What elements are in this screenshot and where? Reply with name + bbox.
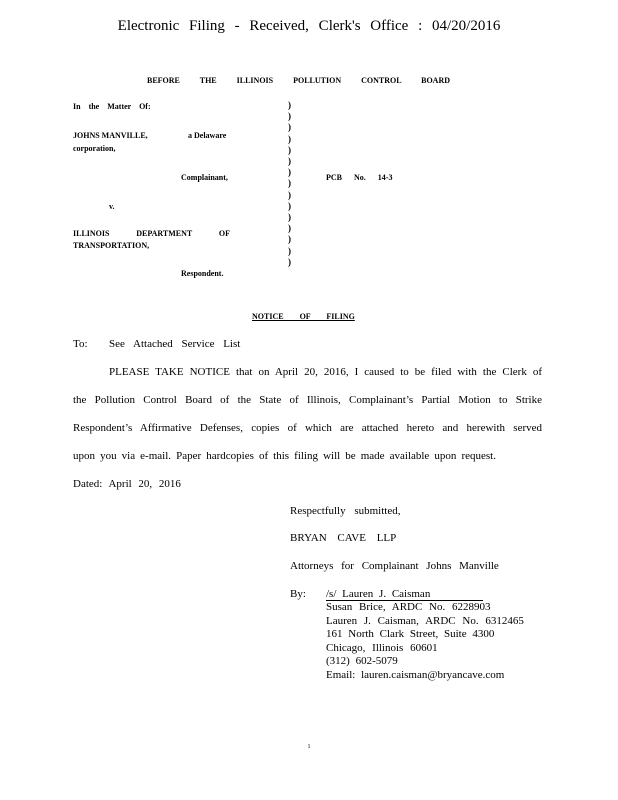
email-line: Email: lauren.caisman@bryancave.com (326, 668, 505, 681)
complainant-description-cont: corporation, (73, 144, 116, 153)
to-label: To: (73, 338, 88, 350)
to-value: See Attached Service List (109, 338, 241, 350)
attorneys-for: Attorneys for Complainant Johns Manville (290, 560, 499, 572)
by-label: By: (290, 588, 306, 600)
respondent-name-line-2: TRANSPORTATION, (73, 241, 150, 250)
board-title: BEFORE THE ILLINOIS POLLUTION CONTROL BOARD (147, 76, 450, 85)
notice-paragraph-line-1: PLEASE TAKE NOTICE that on April 20, 2016, I caused to be filed with the Clerk of (109, 366, 542, 378)
closing: Respectfully submitted, (290, 505, 401, 517)
notice-paragraph-line-4: upon you via e-mail. Paper hardcopies of this filing will be made available upon request. (73, 450, 496, 462)
attorney-line-2: Lauren J. Caisman, ARDC No. 6312465 (326, 614, 524, 627)
case-number: PCB No. 14-3 (326, 173, 393, 182)
attorney-line-1: Susan Brice, ARDC No. 6228903 (326, 601, 491, 613)
in-the-matter-label: In the Matter Of: (73, 102, 151, 111)
page-number: 1 (307, 744, 311, 750)
address-line: 161 North Clark Street, Suite 4300 (326, 628, 495, 640)
notice-paragraph-line-2: the Pollution Control Board of the State of Illinois, Complainant’s Partial Motion to Strike (73, 394, 542, 406)
respondent-name-line-1: ILLINOIS DEPARTMENT OF (73, 229, 230, 238)
notice-paragraph-line-3: Respondent’s Affirmative Defenses, copies of which are attached hereto and herewith served (73, 422, 542, 434)
notice-title: NOTICE OF FILING (252, 312, 355, 321)
complainant-description: a Delaware (188, 131, 227, 140)
filing-stamp-header: Electronic Filing - Received, Clerk's Office : 04/20/2016 (117, 18, 501, 34)
dated-line: Dated: April 20, 2016 (73, 478, 181, 490)
caption-parenthesis-column: ) ) ) ) ) ) ) ) ) ) ) ) ) ) ) (288, 100, 291, 267)
respondent-role: Respondent. (181, 269, 224, 278)
complainant-name: JOHNS MANVILLE, (73, 131, 148, 140)
city-line: Chicago, Illinois 60601 (326, 641, 438, 654)
versus-label: v. (109, 202, 115, 211)
attorney-contact-block (326, 601, 524, 682)
firm-name: BRYAN CAVE LLP (290, 532, 397, 544)
complainant-role: Complainant, (181, 173, 228, 182)
electronic-signature: /s/ Lauren J. Caisman (326, 588, 483, 601)
phone-line: (312) 602-5079 (326, 655, 398, 667)
